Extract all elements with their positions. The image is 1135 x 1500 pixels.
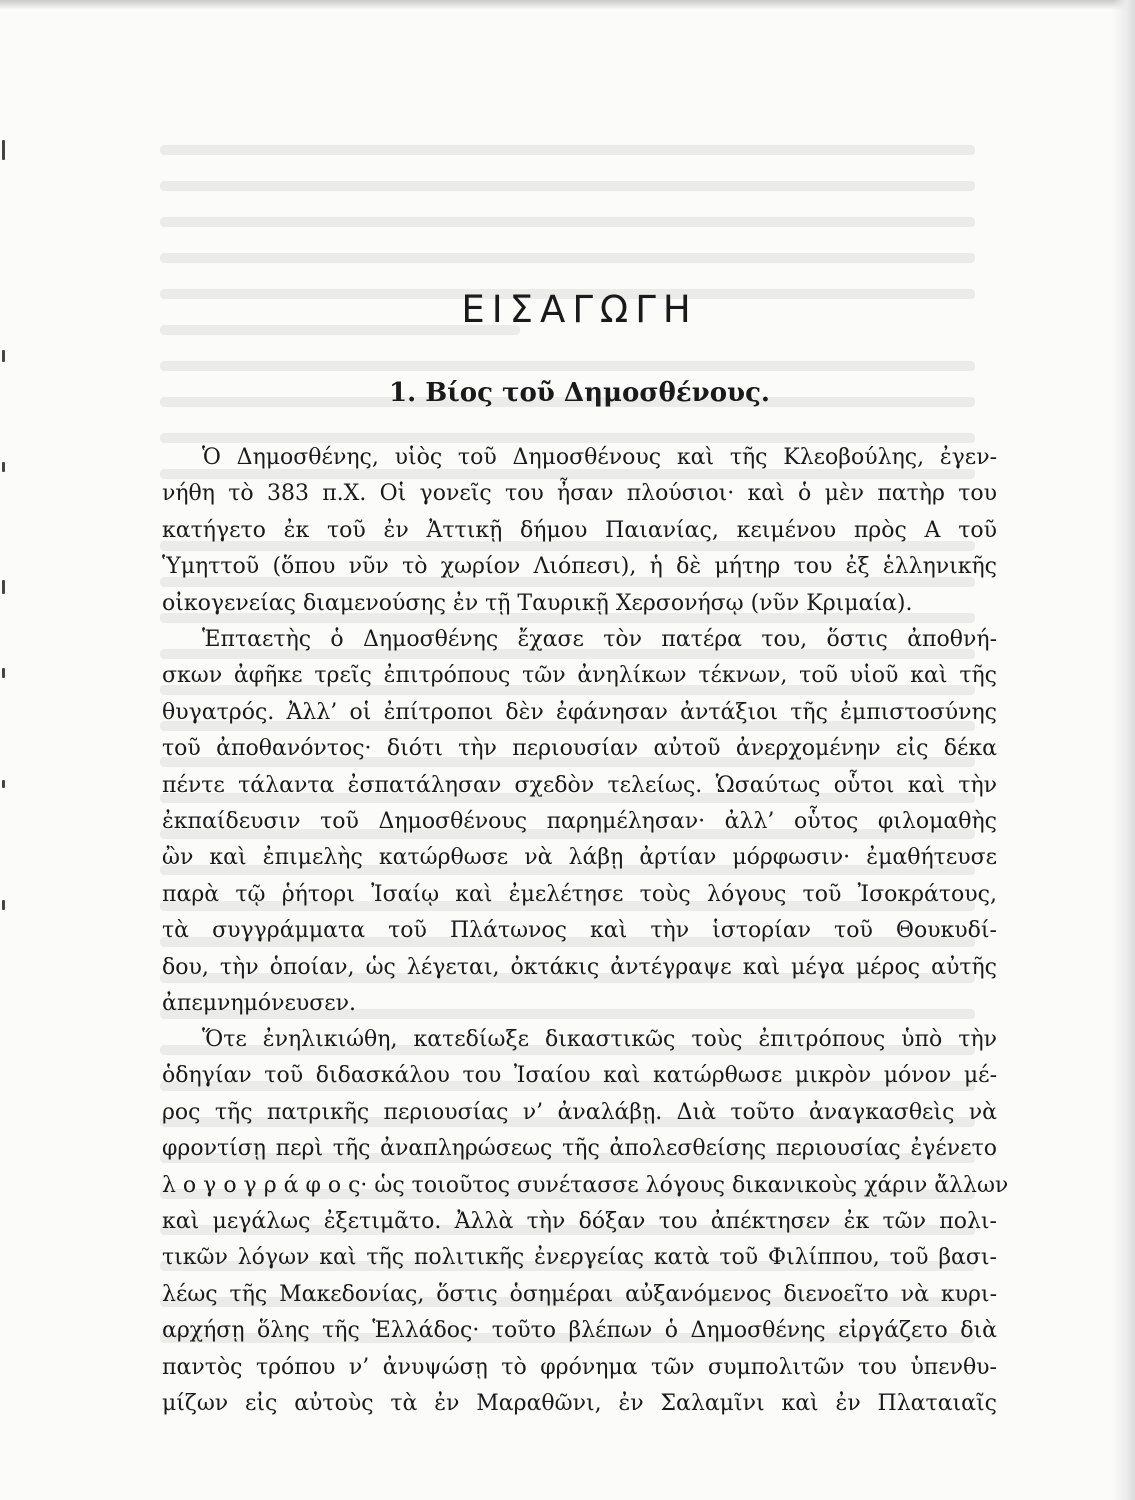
text-line: ἀπεμνημόνευσεν. [162, 990, 357, 1016]
text-line: ὁδηγίαν τοῦ διδασκάλου του Ἰσαίου καὶ κατώρθωσε μικρὸν μόνον μέ- [162, 1063, 997, 1089]
text-line: Ὑμηττοῦ (ὅπου νῦν τὸ χωρίον Λιόπεσι), ἡ δὲ μήτηρ του ἐξ ἑλληνικῆς [162, 554, 997, 580]
text-line: φροντίσῃ περὶ τῆς ἀναπληρώσεως τῆς ἀπολεσθείσης περιουσίας ἐγένετο [162, 1136, 997, 1162]
paragraph-3 [162, 1022, 1009, 1422]
text-line: λ ο γ ο γ ρ ά φ ο ς· ὡς τοιοῦτος συνέτασσε λόγους δικανικοὺς χάριν ἄλλων [162, 1172, 1009, 1198]
paragraph-1 [162, 440, 997, 622]
text-line: Ὁ Δημοσθένης, υἱὸς τοῦ Δημοσθένους καὶ τῆς Κλεοβούλης, ἐγεν- [202, 445, 997, 470]
text-line: πέντε τάλαντα ἐσπατάλησαν σχεδὸν τελείως. Ὡσαύτως οὗτοι καὶ τὴν [162, 772, 997, 798]
text-line: αρχήσῃ ὅλης τῆς Ἑλλάδος· τοῦτο βλέπων ὁ Δημοσθένης εἰργάζετο διὰ [162, 1318, 997, 1344]
chapter-heading: ΕΙΣΑΓΩΓΗ [461, 288, 698, 331]
text-line: μίζων εἰς αὐτοὺς τὰ ἐν Μαραθῶνι, ἐν Σαλαμῖνι καὶ ἐν Πλαταιαῖς [162, 1390, 997, 1416]
text-line: καὶ μεγάλως ἐξετιμᾶτο. Ἀλλὰ τὴν δόξαν του ἀπέκτησεν ἐκ τῶν πολι- [162, 1208, 997, 1234]
text-line: ἐκπαίδευσιν τοῦ Δημοσθένους παρημέλησαν· ἀλλ’ οὗτος φιλομαθὴς [162, 808, 997, 834]
text-line: τοῦ ἀποθανόντος· διότι τὴν περιουσίαν αὐτοῦ ἀνερχομένην εἰς δέκα [162, 736, 997, 762]
text-line: κατήγετο ἐκ τοῦ ἐν Ἀττικῇ δήμου Παιανίας, κειμένου πρὸς Α τοῦ [162, 517, 997, 543]
text-line: τικῶν λόγων καὶ τῆς πολιτικῆς ἐνεργείας κατὰ τοῦ Φιλίππου, τοῦ βασι- [162, 1245, 997, 1271]
page-top-shadow [0, 0, 1135, 10]
page-right-edge-shadow [1113, 0, 1135, 1500]
text-line: θυγατρός. Ἀλλ’ οἱ ἐπίτροποι δὲν ἐφάνησαν ἀντάξιοι τῆς ἐμπιστοσύνης [162, 699, 997, 725]
text-line: δου, τὴν ὁποίαν, ὡς λέγεται, ὀκτάκις ἀντέγραψε καὶ μέγα μέρος αὐτῆς [162, 954, 997, 980]
text-line: τὰ συγγράμματα τοῦ Πλάτωνος καὶ τὴν ἱστορίαν τοῦ Θουκυδί- [162, 918, 997, 944]
text-line: παρὰ τῷ ῥήτορι Ἰσαίῳ καὶ ἐμελέτησε τοὺς λόγους τοῦ Ἰσοκράτους, [162, 881, 997, 907]
paragraph-2 [162, 622, 997, 1022]
text-line: λέως τῆς Μακεδονίας, ὅστις ὁσημέραι αὐξανόμενος διενοεῖτο νὰ κυρι- [162, 1281, 997, 1307]
text-line: οἰκογενείας διαμενούσης ἐν τῇ Ταυρικῇ Χερσονήσῳ (νῦν Κριμαία). [162, 590, 913, 616]
text-line: ὢν καὶ ἐπιμελὴς κατώρθωσε νὰ λάβῃ ἀρτίαν μόρφωσιν· ἐμαθήτευσε [162, 845, 997, 871]
text-line: Ὅτε ἐνηλικιώθη, κατεδίωξε δικαστικῶς τοὺς ἐπιτρόπους ὑπὸ τὴν [202, 1027, 997, 1052]
text-line: παντὸς τρόπου ν’ ἀνυψώσῃ τὸ φρόνημα τῶν συμπολιτῶν του ὑπενθυ- [162, 1354, 997, 1380]
section-title: 1. Βίος τοῦ Δημοσθένους. [389, 378, 770, 408]
text-line: Ἑπταετὴς ὁ Δημοσθένης ἔχασε τὸν πατέρα του, ὅστις ἀποθνή- [202, 627, 997, 652]
text-line: σκων ἀφῆκε τρεῖς ἐπιτρόπους τῶν ἀνηλίκων τέκνων, τοῦ υἱοῦ καὶ τῆς [162, 663, 997, 689]
text-line: νήθη τὸ 383 π.Χ. Οἱ γονεῖς του ἦσαν πλούσιοι· καὶ ὁ μὲν πατὴρ του [162, 481, 997, 507]
text-line: ρος τῆς πατρικῆς περιουσίας ν’ ἀναλάβῃ. Διὰ τοῦτο ἀναγκασθεὶς νὰ [162, 1099, 997, 1125]
